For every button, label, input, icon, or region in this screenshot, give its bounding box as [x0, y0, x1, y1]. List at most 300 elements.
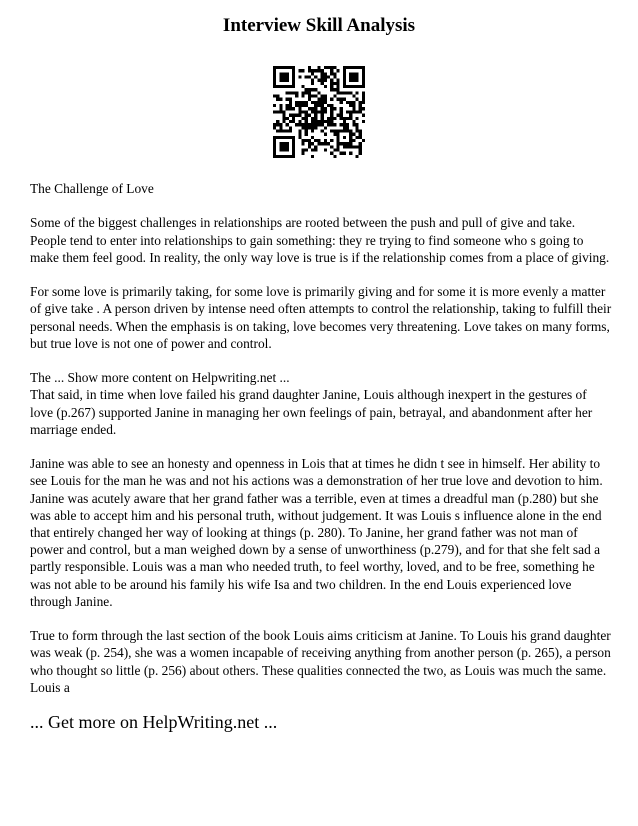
- qr-module: [298, 129, 301, 132]
- qr-module: [295, 114, 298, 117]
- qr-module: [333, 123, 336, 126]
- qr-module: [349, 101, 352, 104]
- qr-module: [305, 120, 308, 123]
- qr-module: [311, 69, 314, 72]
- qr-module: [333, 148, 336, 151]
- qr-module: [292, 152, 295, 155]
- qr-module: [346, 117, 349, 120]
- qr-module: [340, 107, 343, 110]
- qr-module: [333, 72, 336, 75]
- qr-module: [286, 142, 289, 145]
- qr-module: [292, 69, 295, 72]
- qr-module: [292, 66, 295, 69]
- qr-module: [273, 142, 276, 145]
- qr-module: [317, 110, 320, 113]
- qr-module: [352, 110, 355, 113]
- qr-module: [349, 136, 352, 139]
- qr-module: [314, 110, 317, 113]
- qr-module: [298, 123, 301, 126]
- qr-module: [349, 129, 352, 132]
- qr-module: [283, 120, 286, 123]
- qr-module: [286, 117, 289, 120]
- qr-module: [349, 117, 352, 120]
- qr-module: [283, 76, 286, 79]
- qr-module: [283, 66, 286, 69]
- qr-module: [336, 85, 339, 88]
- qr-module: [343, 85, 346, 88]
- qr-module: [295, 123, 298, 126]
- qr-module: [273, 66, 276, 69]
- qr-module: [362, 114, 365, 117]
- qr-module: [283, 136, 286, 139]
- qr-module: [298, 136, 301, 139]
- qr-module: [349, 76, 352, 79]
- qr-module: [346, 85, 349, 88]
- qr-module: [362, 66, 365, 69]
- qr-module: [346, 145, 349, 148]
- qr-module: [292, 117, 295, 120]
- qr-module: [343, 142, 346, 145]
- qr-module: [321, 104, 324, 107]
- qr-module: [314, 88, 317, 91]
- qr-module: [321, 82, 324, 85]
- qr-module: [286, 145, 289, 148]
- qr-module: [343, 79, 346, 82]
- qr-module: [292, 79, 295, 82]
- qr-module: [311, 79, 314, 82]
- show-more-link[interactable]: The ... Show more content on Helpwriting.net ...: [30, 370, 290, 386]
- qr-module: [286, 129, 289, 132]
- qr-module: [340, 101, 343, 104]
- qr-module: [330, 123, 333, 126]
- qr-module: [327, 123, 330, 126]
- qr-module: [355, 91, 358, 94]
- qr-module: [324, 85, 327, 88]
- qr-module: [289, 126, 292, 129]
- qr-module: [292, 85, 295, 88]
- qr-module: [305, 101, 308, 104]
- qr-module: [346, 142, 349, 145]
- qr-module: [292, 136, 295, 139]
- qr-module: [330, 85, 333, 88]
- qr-module: [286, 72, 289, 75]
- qr-module: [355, 72, 358, 75]
- qr-module: [305, 139, 308, 142]
- qr-module: [311, 107, 314, 110]
- qr-module: [343, 91, 346, 94]
- qr-module: [308, 107, 311, 110]
- qr-module: [279, 85, 282, 88]
- qr-module: [314, 145, 317, 148]
- qr-module: [321, 101, 324, 104]
- qr-module: [349, 110, 352, 113]
- qr-module: [330, 82, 333, 85]
- qr-module: [362, 91, 365, 94]
- qr-module: [349, 142, 352, 145]
- qr-module: [355, 123, 358, 126]
- qr-module: [333, 95, 336, 98]
- qr-module: [305, 126, 308, 129]
- qr-module: [317, 120, 320, 123]
- qr-module: [311, 129, 314, 132]
- qr-module: [273, 148, 276, 151]
- qr-module: [327, 117, 330, 120]
- qr-module: [346, 129, 349, 132]
- qr-module: [333, 117, 336, 120]
- qr-module: [289, 91, 292, 94]
- qr-module: [336, 79, 339, 82]
- qr-module: [327, 76, 330, 79]
- qr-module: [286, 76, 289, 79]
- qr-module: [333, 76, 336, 79]
- qr-module: [330, 72, 333, 75]
- qr-module: [362, 76, 365, 79]
- qr-module: [336, 139, 339, 142]
- qr-module: [321, 123, 324, 126]
- qr-module: [279, 126, 282, 129]
- qr-module: [305, 104, 308, 107]
- qr-module: [336, 88, 339, 91]
- qr-module: [279, 76, 282, 79]
- qr-module: [295, 101, 298, 104]
- qr-module: [289, 114, 292, 117]
- qr-module: [298, 133, 301, 136]
- qr-module: [324, 142, 327, 145]
- qr-module: [333, 133, 336, 136]
- qr-module: [302, 101, 305, 104]
- qr-module: [336, 129, 339, 132]
- qr-module: [352, 139, 355, 142]
- qr-module: [276, 129, 279, 132]
- qr-module: [349, 152, 352, 155]
- qr-module: [317, 79, 320, 82]
- qr-module: [330, 88, 333, 91]
- qr-module: [330, 145, 333, 148]
- qr-module: [308, 114, 311, 117]
- qr-module: [302, 148, 305, 151]
- qr-module: [362, 79, 365, 82]
- qr-module: [279, 79, 282, 82]
- qr-module: [295, 95, 298, 98]
- qr-module: [292, 120, 295, 123]
- qr-module: [321, 76, 324, 79]
- qr-module: [343, 72, 346, 75]
- qr-module: [362, 101, 365, 104]
- qr-module: [324, 110, 327, 113]
- qr-module: [292, 91, 295, 94]
- paragraph: Janine was able to see an honesty and openness in Lois that at times he didn t see in himself. Her ability to see Louis for the man he was and not his actions was a demonstration of her true love and devotion to him. Janine was acutely aware that her grand father was a terrible, even at times a dreadful man (p.280) but she was able to accept him and his personal truth, without judgement. It was Louis s influence alone in the end that entirely changed her way of looking at things (p. 280). To Janine, her grand father was not man of power and control, but a man weighed down by a sense of unworthiness (p.279), and for that she felt sad a partly responsible. Louis was a man who needed truth, to feel worthy, loved, and to be free, something he was not able to be around his family his wife Isa and two children. In the end Louis experienced love through Janine.: [30, 456, 603, 609]
- qr-module: [279, 66, 282, 69]
- qr-module: [283, 79, 286, 82]
- qr-module: [336, 98, 339, 101]
- qr-module: [289, 104, 292, 107]
- qr-module: [298, 110, 301, 113]
- qr-module: [276, 136, 279, 139]
- qr-module: [279, 104, 282, 107]
- qr-module: [349, 79, 352, 82]
- qr-module: [311, 95, 314, 98]
- qr-module: [308, 126, 311, 129]
- qr-module: [340, 152, 343, 155]
- qr-module: [314, 148, 317, 151]
- qr-module: [336, 82, 339, 85]
- qr-module: [343, 120, 346, 123]
- qr-module: [305, 123, 308, 126]
- qr-module: [276, 123, 279, 126]
- qr-module: [346, 126, 349, 129]
- qr-module: [302, 91, 305, 94]
- qr-module: [330, 152, 333, 155]
- qr-module: [317, 66, 320, 69]
- qr-code-icon: [273, 66, 365, 158]
- qr-module: [305, 76, 308, 79]
- qr-module: [343, 69, 346, 72]
- qr-module: [311, 110, 314, 113]
- qr-module: [298, 104, 301, 107]
- page-title: Interview Skill Analysis: [222, 15, 416, 36]
- qr-module: [276, 110, 279, 113]
- qr-module: [324, 66, 327, 69]
- qr-module: [279, 107, 282, 110]
- qr-module: [340, 142, 343, 145]
- qr-module: [362, 85, 365, 88]
- qr-module: [333, 82, 336, 85]
- qr-module: [276, 155, 279, 158]
- qr-module: [333, 155, 336, 158]
- qr-module: [273, 145, 276, 148]
- qr-module: [314, 117, 317, 120]
- qr-module: [321, 142, 324, 145]
- qr-module: [333, 66, 336, 69]
- qr-module: [349, 104, 352, 107]
- qr-module: [352, 104, 355, 107]
- qr-module: [302, 85, 305, 88]
- qr-module: [311, 117, 314, 120]
- qr-module: [346, 66, 349, 69]
- qr-module: [340, 110, 343, 113]
- qr-module: [311, 126, 314, 129]
- qr-module: [273, 155, 276, 158]
- qr-module: [343, 136, 346, 139]
- paragraph: For some love is primarily taking, for some love is primarily giving and for some it is more evenly a matter of give take . A person driven by intense need often attempts to control the relationship, taking to fulfill their personal needs. When the emphasis is on taking, love becomes very threatening. Love takes on many forms, but true love is not one of power and control.: [30, 284, 612, 351]
- qr-module: [311, 155, 314, 158]
- qr-module: [330, 66, 333, 69]
- qr-module: [273, 72, 276, 75]
- qr-module: [289, 98, 292, 101]
- qr-module: [327, 120, 330, 123]
- qr-module: [330, 114, 333, 117]
- qr-code-graphic: [273, 66, 365, 158]
- qr-module: [355, 155, 358, 158]
- qr-module: [286, 91, 289, 94]
- qr-module: [359, 145, 362, 148]
- qr-module: [336, 69, 339, 72]
- qr-module: [308, 139, 311, 142]
- qr-module: [327, 66, 330, 69]
- qr-module: [352, 107, 355, 110]
- qr-module: [343, 145, 346, 148]
- qr-module: [324, 139, 327, 142]
- qr-module: [276, 120, 279, 123]
- qr-module: [349, 139, 352, 142]
- qr-module: [336, 114, 339, 117]
- qr-module: [273, 85, 276, 88]
- qr-module: [273, 82, 276, 85]
- qr-module: [349, 85, 352, 88]
- qr-module: [283, 117, 286, 120]
- qr-module: [286, 66, 289, 69]
- qr-module: [279, 142, 282, 145]
- qr-module: [340, 117, 343, 120]
- qr-module: [330, 129, 333, 132]
- qr-module: [321, 79, 324, 82]
- qr-module: [359, 136, 362, 139]
- qr-module: [298, 107, 301, 110]
- qr-module: [327, 104, 330, 107]
- qr-module: [279, 110, 282, 113]
- qr-module: [343, 123, 346, 126]
- qr-module: [302, 110, 305, 113]
- qr-module: [273, 79, 276, 82]
- qr-module: [359, 133, 362, 136]
- qr-module: [311, 148, 314, 151]
- qr-module: [276, 98, 279, 101]
- qr-module: [276, 95, 279, 98]
- qr-module: [273, 126, 276, 129]
- qr-module: [352, 66, 355, 69]
- qr-module: [273, 139, 276, 142]
- qr-module: [279, 72, 282, 75]
- qr-module: [295, 91, 298, 94]
- qr-module: [352, 123, 355, 126]
- qr-module: [279, 148, 282, 151]
- qr-module: [292, 72, 295, 75]
- qr-module: [317, 104, 320, 107]
- qr-module: [362, 139, 365, 142]
- paragraph: That said, in time when love failed his grand daughter Janine, Louis although inexpert in the gestures of love (p.267) supported Janine in managing her own feelings of pain, betrayal, and abandonment after her marriage ended.: [30, 387, 593, 437]
- qr-module: [308, 145, 311, 148]
- qr-module: [352, 76, 355, 79]
- qr-module: [321, 69, 324, 72]
- qr-module: [321, 120, 324, 123]
- qr-module: [292, 148, 295, 151]
- qr-module: [305, 129, 308, 132]
- get-more-link[interactable]: ... Get more on HelpWriting.net ...: [30, 712, 278, 732]
- qr-module: [305, 110, 308, 113]
- qr-module: [321, 95, 324, 98]
- qr-module: [286, 98, 289, 101]
- qr-module: [311, 123, 314, 126]
- qr-module: [343, 66, 346, 69]
- qr-module: [343, 82, 346, 85]
- qr-module: [343, 76, 346, 79]
- qr-module: [295, 104, 298, 107]
- qr-module: [302, 95, 305, 98]
- qr-module: [324, 148, 327, 151]
- qr-module: [330, 120, 333, 123]
- qr-module: [308, 69, 311, 72]
- qr-module: [359, 129, 362, 132]
- qr-module: [362, 107, 365, 110]
- qr-module: [314, 126, 317, 129]
- qr-module: [317, 91, 320, 94]
- qr-module: [283, 155, 286, 158]
- qr-module: [289, 129, 292, 132]
- qr-module: [302, 104, 305, 107]
- qr-module: [273, 104, 276, 107]
- qr-module: [286, 123, 289, 126]
- qr-module: [349, 72, 352, 75]
- qr-module: [324, 120, 327, 123]
- qr-module: [362, 98, 365, 101]
- qr-module: [321, 98, 324, 101]
- qr-module: [286, 136, 289, 139]
- qr-module: [289, 66, 292, 69]
- qr-module: [308, 76, 311, 79]
- qr-module: [314, 107, 317, 110]
- qr-module: [273, 69, 276, 72]
- qr-module: [359, 104, 362, 107]
- qr-module: [349, 91, 352, 94]
- qr-module: [359, 152, 362, 155]
- qr-module: [283, 142, 286, 145]
- qr-module: [333, 88, 336, 91]
- qr-module: [346, 91, 349, 94]
- qr-module: [336, 145, 339, 148]
- qr-module: [298, 101, 301, 104]
- qr-module: [359, 85, 362, 88]
- qr-module: [314, 69, 317, 72]
- qr-module: [283, 129, 286, 132]
- qr-module: [305, 114, 308, 117]
- qr-module: [283, 148, 286, 151]
- qr-module: [286, 148, 289, 151]
- qr-module: [305, 133, 308, 136]
- qr-module: [343, 129, 346, 132]
- qr-module: [314, 76, 317, 79]
- qr-module: [311, 88, 314, 91]
- qr-module: [359, 101, 362, 104]
- qr-module: [336, 148, 339, 151]
- qr-module: [324, 133, 327, 136]
- qr-module: [352, 72, 355, 75]
- qr-module: [330, 79, 333, 82]
- qr-module: [289, 136, 292, 139]
- qr-module: [321, 129, 324, 132]
- qr-module: [273, 76, 276, 79]
- qr-module: [317, 69, 320, 72]
- qr-module: [311, 136, 314, 139]
- qr-module: [317, 101, 320, 104]
- qr-module: [298, 76, 301, 79]
- qr-module: [330, 98, 333, 101]
- qr-module: [321, 107, 324, 110]
- qr-module: [321, 117, 324, 120]
- paragraph: Some of the biggest challenges in relationships are rooted between the push and pull of give and take. People tend to enter into relationships to gain something: they re trying to find someone who s going to make them feel good. In reality, the only way love is true is if the relationship comes from a place of giving.: [30, 215, 610, 265]
- qr-module: [355, 76, 358, 79]
- qr-module: [355, 129, 358, 132]
- qr-module: [333, 129, 336, 132]
- qr-module: [359, 142, 362, 145]
- qr-module: [273, 123, 276, 126]
- article-heading: The Challenge of Love: [30, 181, 154, 196]
- qr-module: [359, 110, 362, 113]
- qr-module: [355, 79, 358, 82]
- qr-module: [355, 145, 358, 148]
- qr-module: [349, 114, 352, 117]
- qr-module: [346, 101, 349, 104]
- qr-module: [292, 142, 295, 145]
